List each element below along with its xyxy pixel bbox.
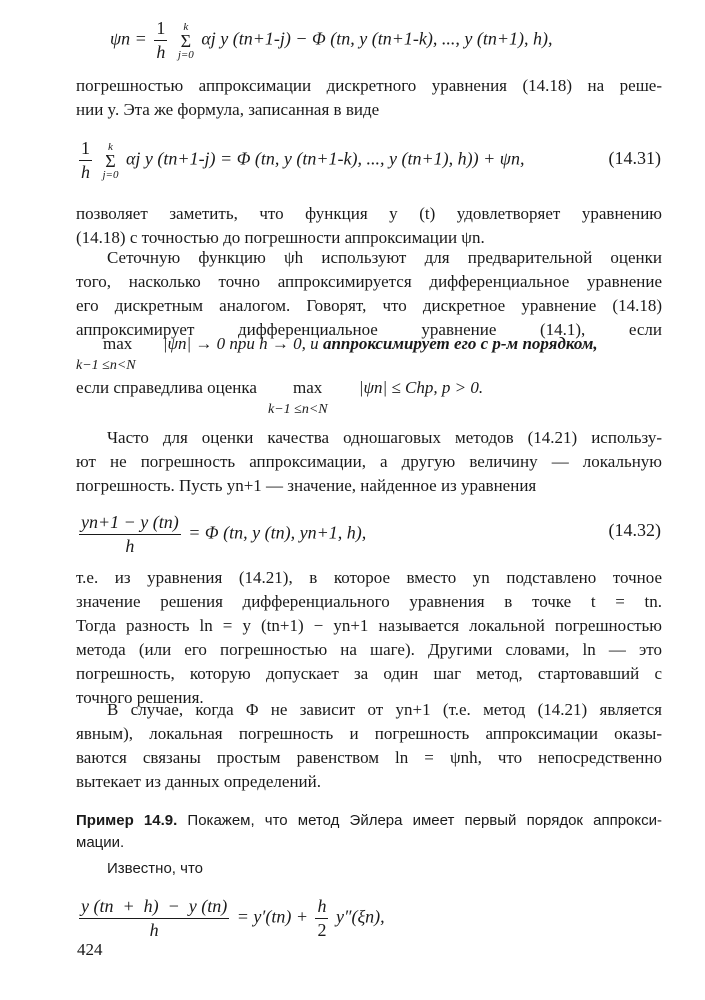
text-line: ваются связаны простым равенством ln = ψnh, что непосредственно (76, 748, 662, 767)
text-line: значение решения дифференциального уравнения в точке t = tn. (76, 592, 662, 611)
text-line: (14.18) с точностью до погрешности аппроксимации ψn. (76, 228, 485, 247)
paragraph-approx-error (76, 74, 662, 122)
equation-14-31 (76, 138, 524, 183)
text-line: погрешностью аппроксимации дискретного уравнения (14.18) на реше- (76, 76, 662, 95)
paragraph-grid-function (76, 246, 662, 342)
paragraph-local-error-def (76, 566, 662, 710)
text-line: аппроксимирует дифференциальное уравнение (14.1), если (76, 320, 662, 339)
equation-number: (14.32) (608, 520, 661, 540)
example-label: Пример 14.9. (76, 812, 178, 829)
max-condition-body: |ψn| → 0 при h → 0, и (162, 334, 319, 353)
max-estimate-body: |ψn| ≤ Chp, p > 0. (358, 378, 484, 397)
page-number: 424 (77, 940, 103, 959)
fraction: $\frac{1}{h}$ (156, 18, 166, 62)
text-line: мации. (76, 834, 125, 851)
fraction-half: $\frac{h}{2}$ (317, 896, 327, 940)
max-operator: max (293, 378, 323, 397)
text-line: Тогда разность ln = y (tn+1) − yn+1 называется локальной погрешностью (76, 616, 662, 635)
paragraph-local-error-intro (76, 426, 662, 498)
text-line: Часто для оценки качества одношаговых методов (14.21) использу- (107, 428, 662, 447)
equation-tail: y″(ξn), (335, 906, 385, 927)
max-range: k−1 ≤n<N (268, 402, 328, 417)
fraction: $\frac{1}{h}$ (81, 138, 90, 182)
paragraph-explicit-case (76, 698, 662, 794)
text-line: погрешность, которую допускает за один шаг метод, стартовавший с (76, 664, 662, 683)
max-condition (103, 334, 598, 354)
example-14-9 (76, 810, 662, 880)
text-line: Известно, что (107, 860, 203, 877)
text-line: точного решения. (76, 688, 204, 707)
approximates-order-term: аппроксимирует его с p-м порядком, (322, 334, 598, 353)
estimate-intro: если справедлива оценка (76, 378, 257, 397)
text-line: т.е. из уравнения (14.21), в которое вместо yn подставлено точное (76, 568, 662, 587)
text-line: явным), локальная погрешность и погрешность аппроксимации оказы- (76, 724, 662, 743)
text-line: его дискретным аналогом. Говорят, что дискретное уравнение (14.18) (76, 296, 662, 315)
equation-number: (14.31) (608, 148, 661, 168)
text-line: позволяет заметить, что функция y (t) удовлетворяет уравнению (76, 204, 662, 223)
max-estimate (293, 378, 483, 398)
text-line: того, насколько точно аппроксимируется дифференциальное уравнение (76, 272, 662, 291)
equation-body: αj y (tn+1-j) = Φ (tn, y (tn+1-k), ..., y (tn+1), h)) + ψn, (125, 148, 525, 169)
summation: k Σ j=0 (177, 20, 194, 61)
fraction: $\frac{y (tn + h) - y (tn)}{h}$ (81, 896, 228, 940)
paragraph-remark (76, 202, 662, 250)
text-line: нии y. Эта же формула, записанная в виде (76, 100, 380, 119)
max-range: k−1 ≤n<N (76, 358, 136, 373)
equation-psi-definition (110, 18, 552, 63)
equation-euler (76, 896, 385, 941)
equation-body: = y′(tn) + (236, 906, 308, 927)
text-line: погрешность. Пусть yn+1 — значение, найденное из уравнения (76, 476, 537, 495)
equation-lhs: ψn = (110, 28, 147, 49)
text-line: В случае, когда Φ не зависит от yn+1 (т.е. метод (14.21) является (107, 700, 662, 719)
equation-body: = Φ (tn, y (tn), yn+1, h), (188, 522, 367, 543)
fraction: $\frac{yn+1 - y (tn)}{h}$ (81, 512, 179, 556)
text-line: вытекает из данных определений. (76, 772, 322, 791)
max-operator: max (103, 334, 133, 353)
text-line (76, 810, 662, 832)
equation-body: αj y (tn+1-j) − Φ (tn, y (tn+1-k), ..., y (tn+1), h), (201, 28, 553, 49)
text-line: метода (или его погрешностью на шаге). Другими словами, ln — это (76, 640, 662, 659)
equation-14-32 (76, 512, 366, 557)
example-text: Покажем, что метод Эйлера имеет первый порядок аппрокси- (187, 812, 663, 829)
text-line: Сеточную функцию ψh используют для предварительной оценки (107, 248, 662, 267)
summation: k Σ j=0 (102, 140, 119, 181)
text-line: ют не погрешность аппроксимации, а другую величину — локальную (76, 452, 662, 471)
